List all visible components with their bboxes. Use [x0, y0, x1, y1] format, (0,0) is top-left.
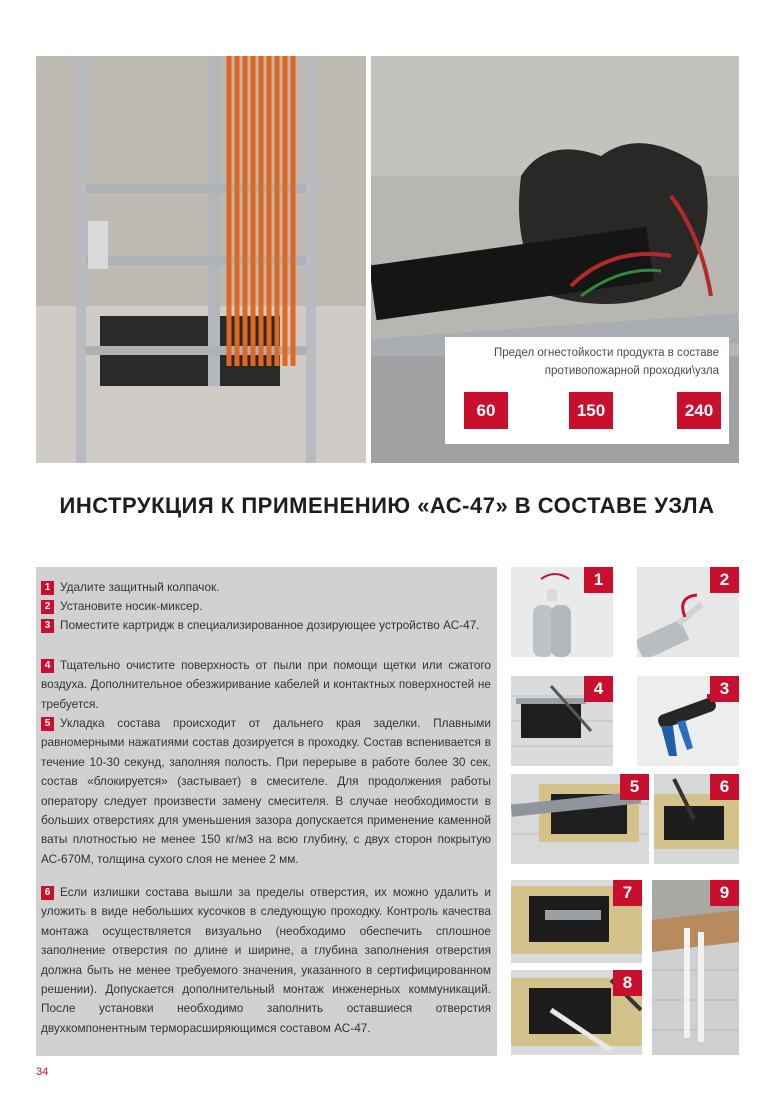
step-number: 5 — [41, 717, 54, 731]
step-photo-badge: 1 — [584, 567, 613, 593]
step-text: Поместите картридж в специализированное дозирующее устройство АС-47. — [60, 618, 480, 632]
step-photo-badge: 6 — [710, 774, 739, 800]
page-number: 34 — [36, 1066, 49, 1078]
step-photo-7 — [511, 880, 642, 963]
step-item — [41, 883, 491, 1038]
step-text: Если излишки состава вышли за пределы отверстия, их можно удалить и уложить в виде небольших кусочков в следующую проходку. Контроль качества монтажа осуществляется визуально (необходимо обеспечить сплошное заполнение отверстия по длине и ширине, а глубина заполнения отверстия должна быть не менее требуемого значения, указанного в сертифицированном решении). Допускается дополнительный монтаж инженерных коммуникаций. После установки необходимо заполнить оставшиеся отверстия двухкомпонентным терморасширяющимся составом АС-47. — [41, 885, 491, 1035]
step-photo-badge: 5 — [620, 774, 649, 800]
step-photo-badge: 9 — [710, 880, 739, 906]
instruction-steps-panel — [36, 567, 497, 1056]
step-photo-9 — [652, 880, 739, 1055]
step-number: 3 — [41, 619, 54, 633]
step-photo-1 — [511, 567, 613, 657]
step-photo-badge: 4 — [584, 676, 613, 702]
step-text: Укладка состава происходит от дальнего края заделки. Плавными равномерными нажатиями состав дозируется в проходку. Состав вспенивается в течение 10-30 секунд, заполняя полость. При перерыве в работе более 30 сек. состав «блокируется» (застывает) в смесителе. Для продолжения работы оператору следует произвести замену смесителя. В случае необходимости в больших отверстиях для уменьшения зазора допускается применение каменной ваты плотностью не менее 150 кг/м3 на всю глубину, с двух сторон покрытую АС-670М, толщина сухого слоя не менее 2 мм. — [41, 716, 491, 866]
step-photo-5 — [511, 774, 649, 864]
step-photo-2 — [637, 567, 739, 657]
fire-rating-box — [445, 337, 729, 444]
step-item — [41, 714, 491, 869]
step-number: 2 — [41, 600, 54, 614]
step-item — [41, 616, 491, 635]
step-number: 1 — [41, 581, 54, 595]
fire-rating-150: 150 — [569, 392, 613, 429]
step-item — [41, 597, 491, 616]
page-title: ИНСТРУКЦИЯ К ПРИМЕНЕНИЮ «АС-47» В СОСТАВЕ УЗЛА — [59, 493, 715, 518]
step-photo-badge: 3 — [710, 676, 739, 702]
step-text: Удалите защитный колпачок. — [60, 580, 220, 594]
fire-rating-60: 60 — [464, 392, 508, 429]
step-item — [41, 656, 491, 714]
fire-rating-240: 240 — [677, 392, 721, 429]
step-text: Установите носик-миксер. — [60, 599, 203, 613]
fire-rating-caption: Предел огнестойкости продукта в составе противопожарной проходки\узла — [493, 347, 719, 377]
step-number: 6 — [41, 886, 54, 900]
step-item — [41, 578, 491, 597]
step-photo-8 — [511, 970, 642, 1055]
step-photo-3 — [637, 676, 739, 766]
step-photo-badge: 2 — [710, 567, 739, 593]
step-photo-badge: 8 — [613, 970, 642, 996]
step-text: Тщательно очистите поверхность от пыли при помощи щетки или сжатого воздуха. Дополнительное обезжиривание кабелей и контактных поверхностей не требуется. — [41, 658, 491, 711]
step-photo-4 — [511, 676, 613, 766]
cable-tray-photo — [36, 56, 366, 463]
step-photo-badge: 7 — [613, 880, 642, 906]
step-number: 4 — [41, 659, 54, 673]
step-photo-6 — [654, 774, 739, 864]
